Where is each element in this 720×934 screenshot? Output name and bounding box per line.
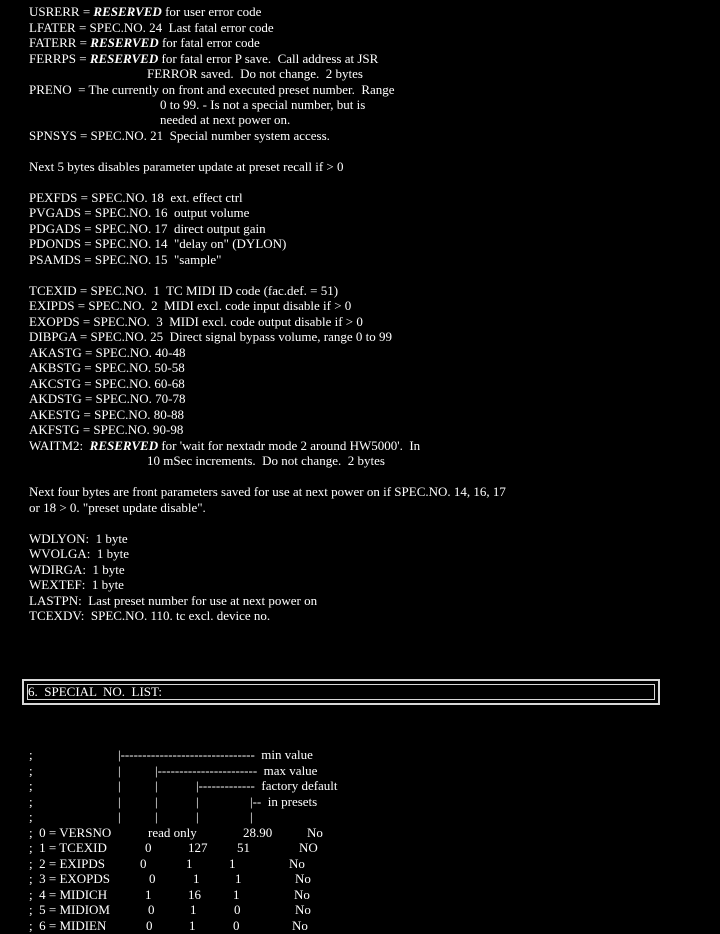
row-label: ; 6 = MIDIEN (29, 918, 107, 933)
legend-semicolon: ; (29, 809, 33, 824)
row-default: 1 (229, 856, 236, 871)
text-line: WDLYON: 1 byte (29, 531, 128, 546)
text-line: 10 mSec increments. Do not change. 2 bytes (147, 453, 385, 468)
text-line: or 18 > 0. "preset update disable". (29, 500, 206, 515)
legend-bar: | (250, 809, 253, 824)
text-line: DIBPGA = SPEC.NO. 25 Direct signal bypass volume, range 0 to 99 (29, 329, 393, 344)
text-line: USRERR = RESERVED for user error code (29, 4, 262, 19)
text-line: WEXTEF: 1 byte (29, 577, 124, 592)
text-line: AKCSTG = SPEC.NO. 60-68 (29, 376, 185, 391)
text-line: AKASTG = SPEC.NO. 40-48 (29, 345, 186, 360)
text-line: EXOPDS = SPEC.NO. 3 MIDI excl. code output disable if > 0 (29, 314, 363, 329)
row-min: 0 (140, 856, 147, 871)
text-line: AKFSTG = SPEC.NO. 90-98 (29, 422, 184, 437)
row-max: 1 (186, 856, 193, 871)
row-min: 0 (149, 871, 156, 886)
legend-bar: | (118, 763, 121, 778)
legend-bar: | (196, 809, 199, 824)
text-line: PEXFDS = SPEC.NO. 18 ext. effect ctrl (29, 190, 243, 205)
text-line: WVOLGA: 1 byte (29, 546, 130, 561)
legend-factory-default: |------------- factory default (196, 778, 338, 793)
legend-max-value: |----------------------- max value (155, 763, 318, 778)
row-max: 127 (188, 840, 208, 855)
text-line: EXIPDS = SPEC.NO. 2 MIDI excl. code input disable if > 0 (29, 298, 352, 313)
text-line: 0 to 99. - Is not a special number, but is (160, 97, 366, 112)
row-min: 1 (145, 887, 152, 902)
text-line: PRENO = The currently on front and executed preset number. Range (29, 82, 395, 97)
text-line: Next 5 bytes disables parameter update at preset recall if > 0 (29, 159, 344, 174)
text-line: SPNSYS = SPEC.NO. 21 Special number system access. (29, 128, 330, 143)
text-line: FERRPS = RESERVED for fatal error P save. Call address at JSR (29, 51, 379, 66)
text-line: TCEXID = SPEC.NO. 1 TC MIDI ID code (fac.def. = 51) (29, 283, 339, 298)
row-default: 0 (233, 918, 240, 933)
text-line: TCEXDV: SPEC.NO. 110. tc excl. device no. (29, 608, 271, 623)
row-min: read only (148, 825, 197, 840)
text-line: FATERR = RESERVED for fatal error code (29, 35, 260, 50)
row-label: ; 1 = TCEXID (29, 840, 107, 855)
row-max: 1 (189, 918, 196, 933)
legend-semicolon: ; (29, 747, 33, 762)
text-line: Next four bytes are front parameters saved for use at next power on if SPEC.NO. 14, 16, 17 (29, 484, 506, 499)
row-max: 1 (190, 902, 197, 917)
row-in-presets: No (289, 856, 305, 871)
row-default: 1 (233, 887, 240, 902)
row-in-presets: No (294, 887, 310, 902)
row-default: 28.90 (243, 825, 273, 840)
row-in-presets: No (295, 902, 311, 917)
legend-bar: | (155, 794, 158, 809)
legend-bar: | (155, 809, 158, 824)
row-min: 0 (148, 902, 155, 917)
legend-bar: | (118, 809, 121, 824)
row-default: 0 (234, 902, 241, 917)
section-title: 6. SPECIAL NO. LIST: (28, 684, 162, 699)
text-line: AKDSTG = SPEC.NO. 70-78 (29, 391, 186, 406)
row-label: ; 5 = MIDIOM (29, 902, 110, 917)
text-line: PVGADS = SPEC.NO. 16 output volume (29, 205, 250, 220)
legend-bar: | (196, 794, 199, 809)
row-min: 0 (146, 918, 153, 933)
legend-semicolon: ; (29, 794, 33, 809)
row-in-presets: No (292, 918, 308, 933)
row-in-presets: No (307, 825, 323, 840)
row-max: 16 (188, 887, 201, 902)
row-label: ; 2 = EXIPDS (29, 856, 105, 871)
row-default: 51 (237, 840, 250, 855)
text-line: LFATER = SPEC.NO. 24 Last fatal error code (29, 20, 274, 35)
legend-semicolon: ; (29, 763, 33, 778)
row-label: ; 4 = MIDICH (29, 887, 108, 902)
text-line: needed at next power on. (160, 112, 291, 127)
row-max: 1 (193, 871, 200, 886)
legend-min-value: |------------------------------- min value (118, 747, 313, 762)
legend-semicolon: ; (29, 778, 33, 793)
row-label: ; 0 = VERSNO (29, 825, 112, 840)
row-default: 1 (235, 871, 242, 886)
section-header-box (22, 679, 660, 705)
text-line: WDIRGA: 1 byte (29, 562, 125, 577)
legend-bar: | (118, 778, 121, 793)
text-line: AKBSTG = SPEC.NO. 50-58 (29, 360, 185, 375)
text-line: PSAMDS = SPEC.NO. 15 "sample" (29, 252, 222, 267)
row-in-presets: No (295, 871, 311, 886)
legend-bar: | (155, 778, 158, 793)
text-line: PDONDS = SPEC.NO. 14 "delay on" (DYLON) (29, 236, 287, 251)
row-label: ; 3 = EXOPDS (29, 871, 111, 886)
legend-in-presets: |-- in presets (250, 794, 318, 809)
text-line: WAITM2: RESERVED for 'wait for nextadr mode 2 around HW5000'. In (29, 438, 421, 453)
text-line: AKESTG = SPEC.NO. 80-88 (29, 407, 185, 422)
legend-bar: | (118, 794, 121, 809)
row-min: 0 (145, 840, 152, 855)
row-in-presets: NO (299, 840, 318, 855)
text-line: LASTPN: Last preset number for use at next power on (29, 593, 318, 608)
text-line: FERROR saved. Do not change. 2 bytes (147, 66, 363, 81)
text-line: PDGADS = SPEC.NO. 17 direct output gain (29, 221, 266, 236)
